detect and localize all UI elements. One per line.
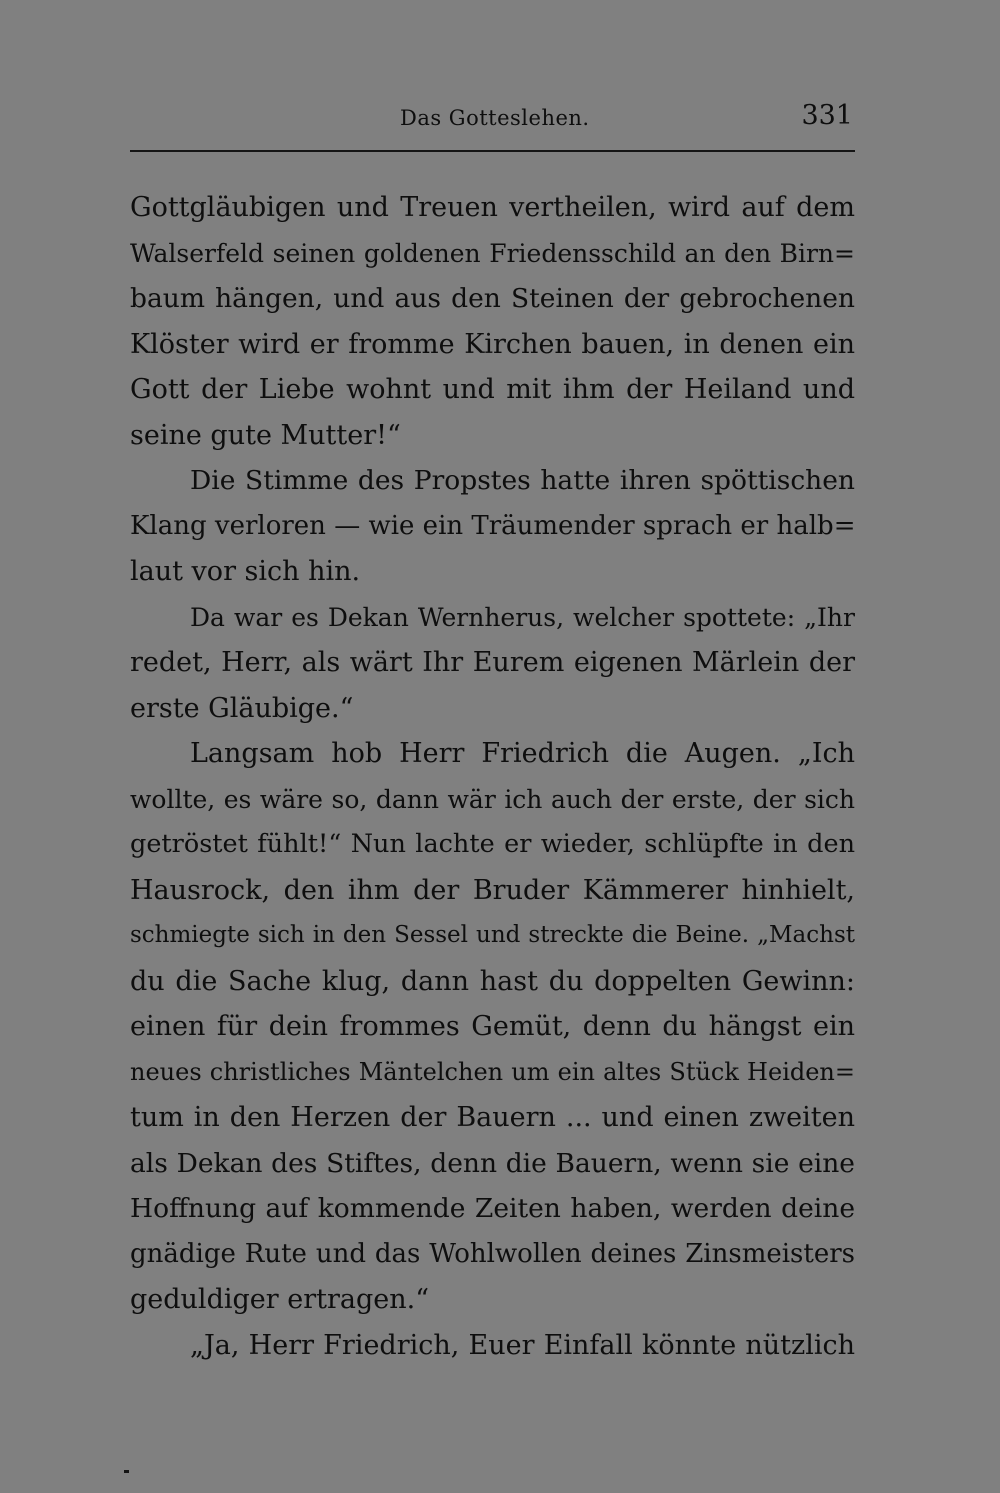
print-speck (124, 1470, 129, 1473)
text-line: getröstet fühlt!“ Nun lachte er wieder, schlüpfte in den (130, 829, 855, 859)
text-line: „Ja, Herr Friedrich, Euer Einfall könnte nützlich (190, 1329, 855, 1361)
page-header (130, 100, 855, 140)
text-line: baum hängen, und aus den Steinen der gebrochenen (130, 283, 855, 314)
text-line: einen für dein frommes Gemüt, denn du hängst ein (130, 1011, 855, 1042)
text-line: du die Sache klug, dann hast du doppelten Gewinn: (130, 965, 855, 997)
text-line: seine gute Mutter!“ (130, 419, 401, 451)
text-line: gnädige Rute und das Wohlwollen deines Zinsmeisters (130, 1238, 855, 1269)
body-text (130, 185, 855, 1368)
text-line: Hausrock, den ihm der Bruder Kämmerer hinhielt, (130, 874, 855, 906)
header-rule (130, 150, 855, 152)
text-line: laut vor sich hin. (130, 556, 361, 587)
text-line: tum in den Herzen der Bauern ... und einen zweiten (130, 1102, 855, 1133)
text-line: Langsam hob Herr Friedrich die Augen. „Ich (190, 738, 855, 769)
text-line: Walserfeld seinen goldenen Friedensschild an den Birn= (130, 238, 855, 268)
text-line: Da war es Dekan Wernherus, welcher spottete: „Ihr (190, 602, 855, 632)
text-line: wollte, es wäre so, dann wär ich auch der erste, der sich (130, 784, 855, 814)
text-line: erste Gläubige.“ (130, 692, 354, 724)
text-line: Klang verloren — wie ein Träumender sprach er halb= (130, 510, 856, 541)
text-line: Klöster wird er fromme Kirchen bauen, in denen ein (130, 328, 855, 360)
text-line: Die Stimme des Propstes hatte ihren spöttischen (190, 465, 855, 496)
text-line: schmiegte sich in den Sessel und streckte die Beine. „Machst (130, 922, 855, 948)
text-line: Hoffnung auf kommende Zeiten haben, werden deine (130, 1193, 855, 1224)
text-line: Gott der Liebe wohnt und mit ihm der Heiland und (130, 374, 855, 405)
text-line: redet, Herr, als wärt Ihr Eurem eigenen Märlein der (130, 647, 855, 678)
page-number: 331 (801, 100, 853, 131)
running-title: Das Gotteslehen. (400, 106, 590, 130)
text-line: als Dekan des Stiftes, denn die Bauern, wenn sie eine (130, 1147, 855, 1179)
text-line: geduldiger ertragen.“ (130, 1284, 430, 1315)
text-line: neues christliches Mäntelchen um ein altes Stück Heiden= (130, 1057, 855, 1086)
text-line: Gottgläubigen und Treuen vertheilen, wird auf dem (130, 192, 855, 223)
